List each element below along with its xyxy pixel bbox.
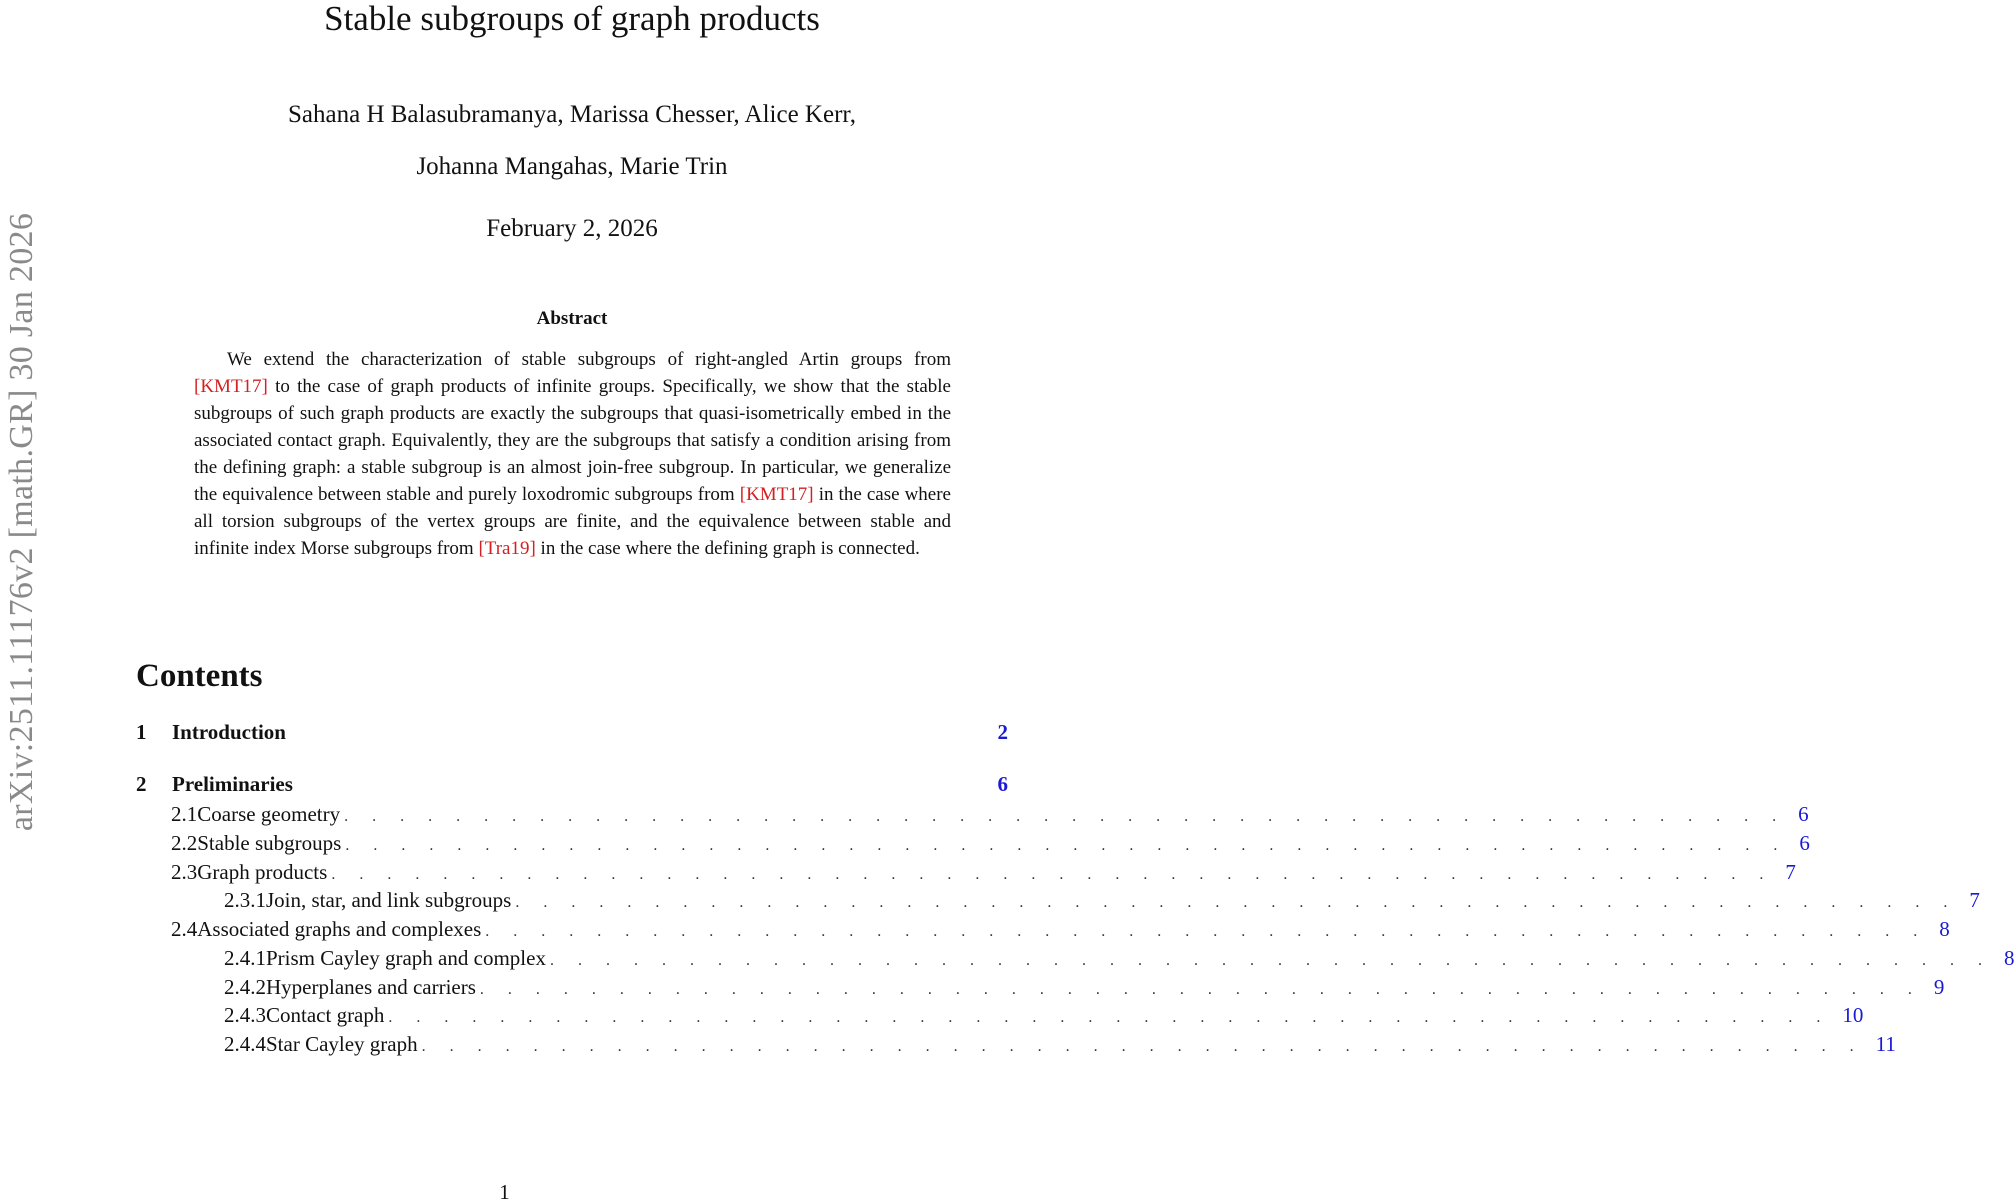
citation-link-tra19[interactable]: [Tra19] bbox=[478, 538, 536, 559]
toc-subsubsection-number: 2.4.2 bbox=[224, 975, 266, 999]
toc-dot-leader: . . . . . . . . . . . . . . . . . . . . . . . . . . . . . . . . . . . . . . . . . . . . . . . . . . . . bbox=[485, 923, 1928, 940]
toc-page-link[interactable]: 9 bbox=[1933, 975, 1945, 999]
abstract-text: to the case of graph products of infinite groups. Specifically, we show that the stable subgroups of such graph products are exactly the subgroups that quasi-isometrically embed in the associated contact graph. Equivalently, they are the subgroups that satisfy a condition arising from the defining graph: a stable subgroup is an almost join-free subgroup. In particular, we generalize the equivalence between stable and purely loxodromic subgroups from bbox=[194, 376, 951, 505]
toc-page-link[interactable]: 6 bbox=[997, 772, 1008, 796]
toc-entry-join-star-link[interactable] bbox=[224, 886, 1980, 914]
toc-section-title: Preliminaries bbox=[172, 770, 297, 798]
authors-line-1: Sahana H Balasubramanya, Marissa Chesser, Alice Kerr, bbox=[288, 101, 856, 128]
contents-heading: Contents bbox=[136, 658, 263, 694]
toc-subsection-title: Coarse geometry bbox=[197, 800, 344, 828]
toc-dot-leader: . . . . . . . . . . . . . . . . . . . . . . . . . . . . . . . . . . . . . . . . . . . . . . . . . . . . bbox=[549, 952, 1992, 969]
abstract-text: in the case where all torsion subgroups of the vertex groups are finite, and the equivalence between stable and infinite index Morse subgroups from bbox=[194, 484, 951, 559]
toc-section-number: 1 bbox=[136, 720, 147, 744]
abstract-heading: Abstract bbox=[536, 308, 608, 329]
abstract-body bbox=[194, 346, 951, 562]
toc-subsubsection-title: Join, star, and link subgroups bbox=[266, 886, 515, 914]
toc-entry-coarse-geometry[interactable] bbox=[171, 800, 1809, 828]
citation-link-kmt17[interactable]: [KMT17] bbox=[194, 376, 268, 397]
toc-entry-stable-subgroups[interactable] bbox=[171, 829, 1810, 857]
toc-section-number: 2 bbox=[136, 772, 147, 796]
toc-dot-leader: . . . . . . . . . . . . . . . . . . . . . . . . . . . . . . . . . . . . . . . . . . . . . . . . . . . . bbox=[421, 1038, 1864, 1055]
toc-dot-leader: . . . . . . . . . . . . . . . . . . . . . . . . . . . . . . . . . . . . . . . . . . . . . . . . . . . . bbox=[388, 1009, 1831, 1026]
toc-subsection-title: Graph products bbox=[197, 858, 331, 886]
toc-page-link[interactable]: 7 bbox=[1785, 860, 1796, 884]
citation-link-kmt17[interactable]: [KMT17] bbox=[739, 484, 814, 505]
abstract-text: We extend the characterization of stable subgroups of right-angled Artin groups from bbox=[227, 349, 951, 370]
toc-subsubsection-title: Contact graph bbox=[266, 1001, 388, 1029]
toc-subsubsection-number: 2.4.3 bbox=[224, 1003, 266, 1027]
abstract-text: in the case where the defining graph is connected. bbox=[535, 538, 920, 559]
toc-subsubsection-number: 2.4.4 bbox=[224, 1032, 266, 1056]
toc-subsection-number: 2.4 bbox=[171, 917, 198, 941]
authors-line-2: Johanna Mangahas, Marie Trin bbox=[416, 153, 728, 180]
toc-page-link[interactable]: 8 bbox=[2003, 946, 2014, 970]
toc-page-link[interactable]: 8 bbox=[1939, 917, 1950, 941]
toc-page-link[interactable]: 6 bbox=[1798, 802, 1809, 826]
toc-page-link[interactable]: 10 bbox=[1842, 1003, 1864, 1027]
toc-entry-graph-products[interactable] bbox=[171, 858, 1796, 886]
toc-page-link[interactable]: 11 bbox=[1875, 1032, 1896, 1056]
toc-subsection-title: Associated graphs and complexes bbox=[197, 915, 485, 943]
toc-entry-preliminaries[interactable] bbox=[136, 770, 1008, 798]
publication-date: February 2, 2026 bbox=[486, 215, 658, 242]
toc-subsection-number: 2.3 bbox=[171, 860, 198, 884]
toc-entry-hyperplanes[interactable] bbox=[224, 973, 1945, 1001]
toc-subsection-number: 2.2 bbox=[171, 831, 198, 855]
toc-dot-leader: . . . . . . . . . . . . . . . . . . . . . . . . . . . . . . . . . . . . . . . . . . . . . . . . . . . . bbox=[344, 808, 1787, 825]
toc-dot-leader: . . . . . . . . . . . . . . . . . . . . . . . . . . . . . . . . . . . . . . . . . . . . . . . . . . . . bbox=[479, 981, 1922, 998]
toc-subsubsection-title: Star Cayley graph bbox=[266, 1030, 422, 1058]
toc-dot-leader: . . . . . . . . . . . . . . . . . . . . . . . . . . . . . . . . . . . . . . . . . . . . . . . . . . . . bbox=[345, 837, 1788, 854]
toc-dot-leader: . . . . . . . . . . . . . . . . . . . . . . . . . . . . . . . . . . . . . . . . . . . . . . . . . . . . bbox=[331, 866, 1774, 883]
toc-subsection-title: Stable subgroups bbox=[197, 829, 345, 857]
toc-subsection-number: 2.1 bbox=[171, 802, 198, 826]
arxiv-identifier-stamp: arXiv:2511.11176v2 [math.GR] 30 Jan 2026 bbox=[3, 212, 40, 832]
toc-subsubsection-number: 2.3.1 bbox=[224, 888, 266, 912]
toc-dot-leader: . . . . . . . . . . . . . . . . . . . . . . . . . . . . . . . . . . . . . . . . . . . . . . . . . . . . bbox=[515, 894, 1958, 911]
toc-entry-introduction[interactable] bbox=[136, 718, 1008, 746]
toc-entry-contact-graph[interactable] bbox=[224, 1001, 1864, 1029]
toc-entry-prism-cayley[interactable] bbox=[224, 944, 2014, 972]
toc-subsubsection-title: Hyperplanes and carriers bbox=[266, 973, 480, 1001]
toc-page-link[interactable]: 2 bbox=[997, 720, 1008, 744]
page-number: 1 bbox=[499, 1180, 510, 1204]
toc-subsubsection-number: 2.4.1 bbox=[224, 946, 266, 970]
paper-title: Stable subgroups of graph products bbox=[324, 0, 820, 38]
toc-page-link[interactable]: 6 bbox=[1799, 831, 1810, 855]
toc-entry-star-cayley[interactable] bbox=[224, 1030, 1896, 1058]
toc-subsubsection-title: Prism Cayley graph and complex bbox=[266, 944, 550, 972]
toc-page-link[interactable]: 7 bbox=[1969, 888, 1980, 912]
toc-entry-associated-graphs[interactable] bbox=[171, 915, 1950, 943]
toc-section-title: Introduction bbox=[172, 718, 290, 746]
